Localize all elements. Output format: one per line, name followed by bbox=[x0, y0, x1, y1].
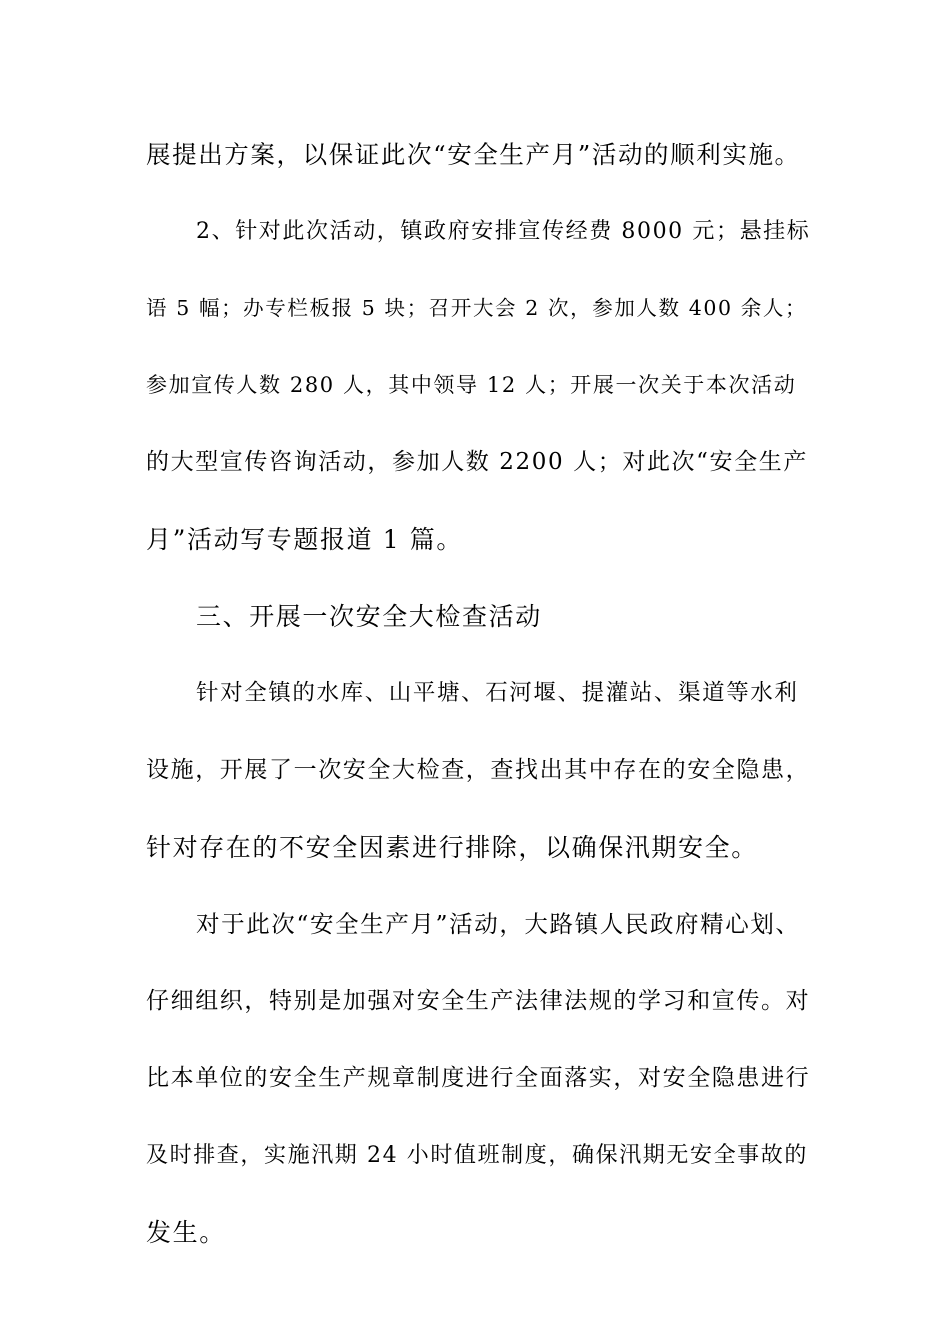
text-line: 2、针对此次活动，镇政府安排宣传经费 8000 元；悬挂标 bbox=[196, 219, 811, 244]
text-line: 仔细组织，特别是加强对安全生产法律法规的学习和宣传。对 bbox=[146, 988, 811, 1014]
text-line: 及时排查，实施汛期 24 小时值班制度，确保汛期无安全事故的 bbox=[146, 1143, 808, 1168]
text-line: 语 5 幅；办专栏板报 5 块；召开大会 2 次，参加人数 400 余人； bbox=[146, 296, 808, 320]
document-body bbox=[146, 116, 810, 1271]
text-line: 比本单位的安全生产规章制度进行全面落实，对安全隐患进行 bbox=[146, 1065, 811, 1091]
text-line: 针对存在的不安全因素进行排除，以确保汛期安全。 bbox=[146, 833, 758, 862]
text-line: 展提出方案，以保证此次“安全生产月”活动的顺利实施。 bbox=[146, 140, 801, 169]
section-heading: 三、开展一次安全大检查活动 bbox=[196, 602, 542, 631]
text-line: 设施，开展了一次安全大检查，查找出其中存在的安全隐患， bbox=[146, 757, 811, 783]
text-line: 对于此次“安全生产月”活动，大路镇人民政府精心划、 bbox=[196, 910, 801, 938]
text-line: 针对全镇的水库、山平塘、石河堰、提灌站、渠道等水利 bbox=[196, 680, 799, 706]
text-line: 发生。 bbox=[146, 1218, 226, 1247]
text-line: 月”活动写专题报道 1 篇。 bbox=[146, 525, 463, 554]
text-line: 的大型宣传咨询活动，参加人数 2200 人；对此次“安全生产 bbox=[146, 449, 808, 475]
text-line: 参加宣传人数 280 人，其中领导 12 人；开展一次关于本次活动 bbox=[146, 373, 797, 397]
